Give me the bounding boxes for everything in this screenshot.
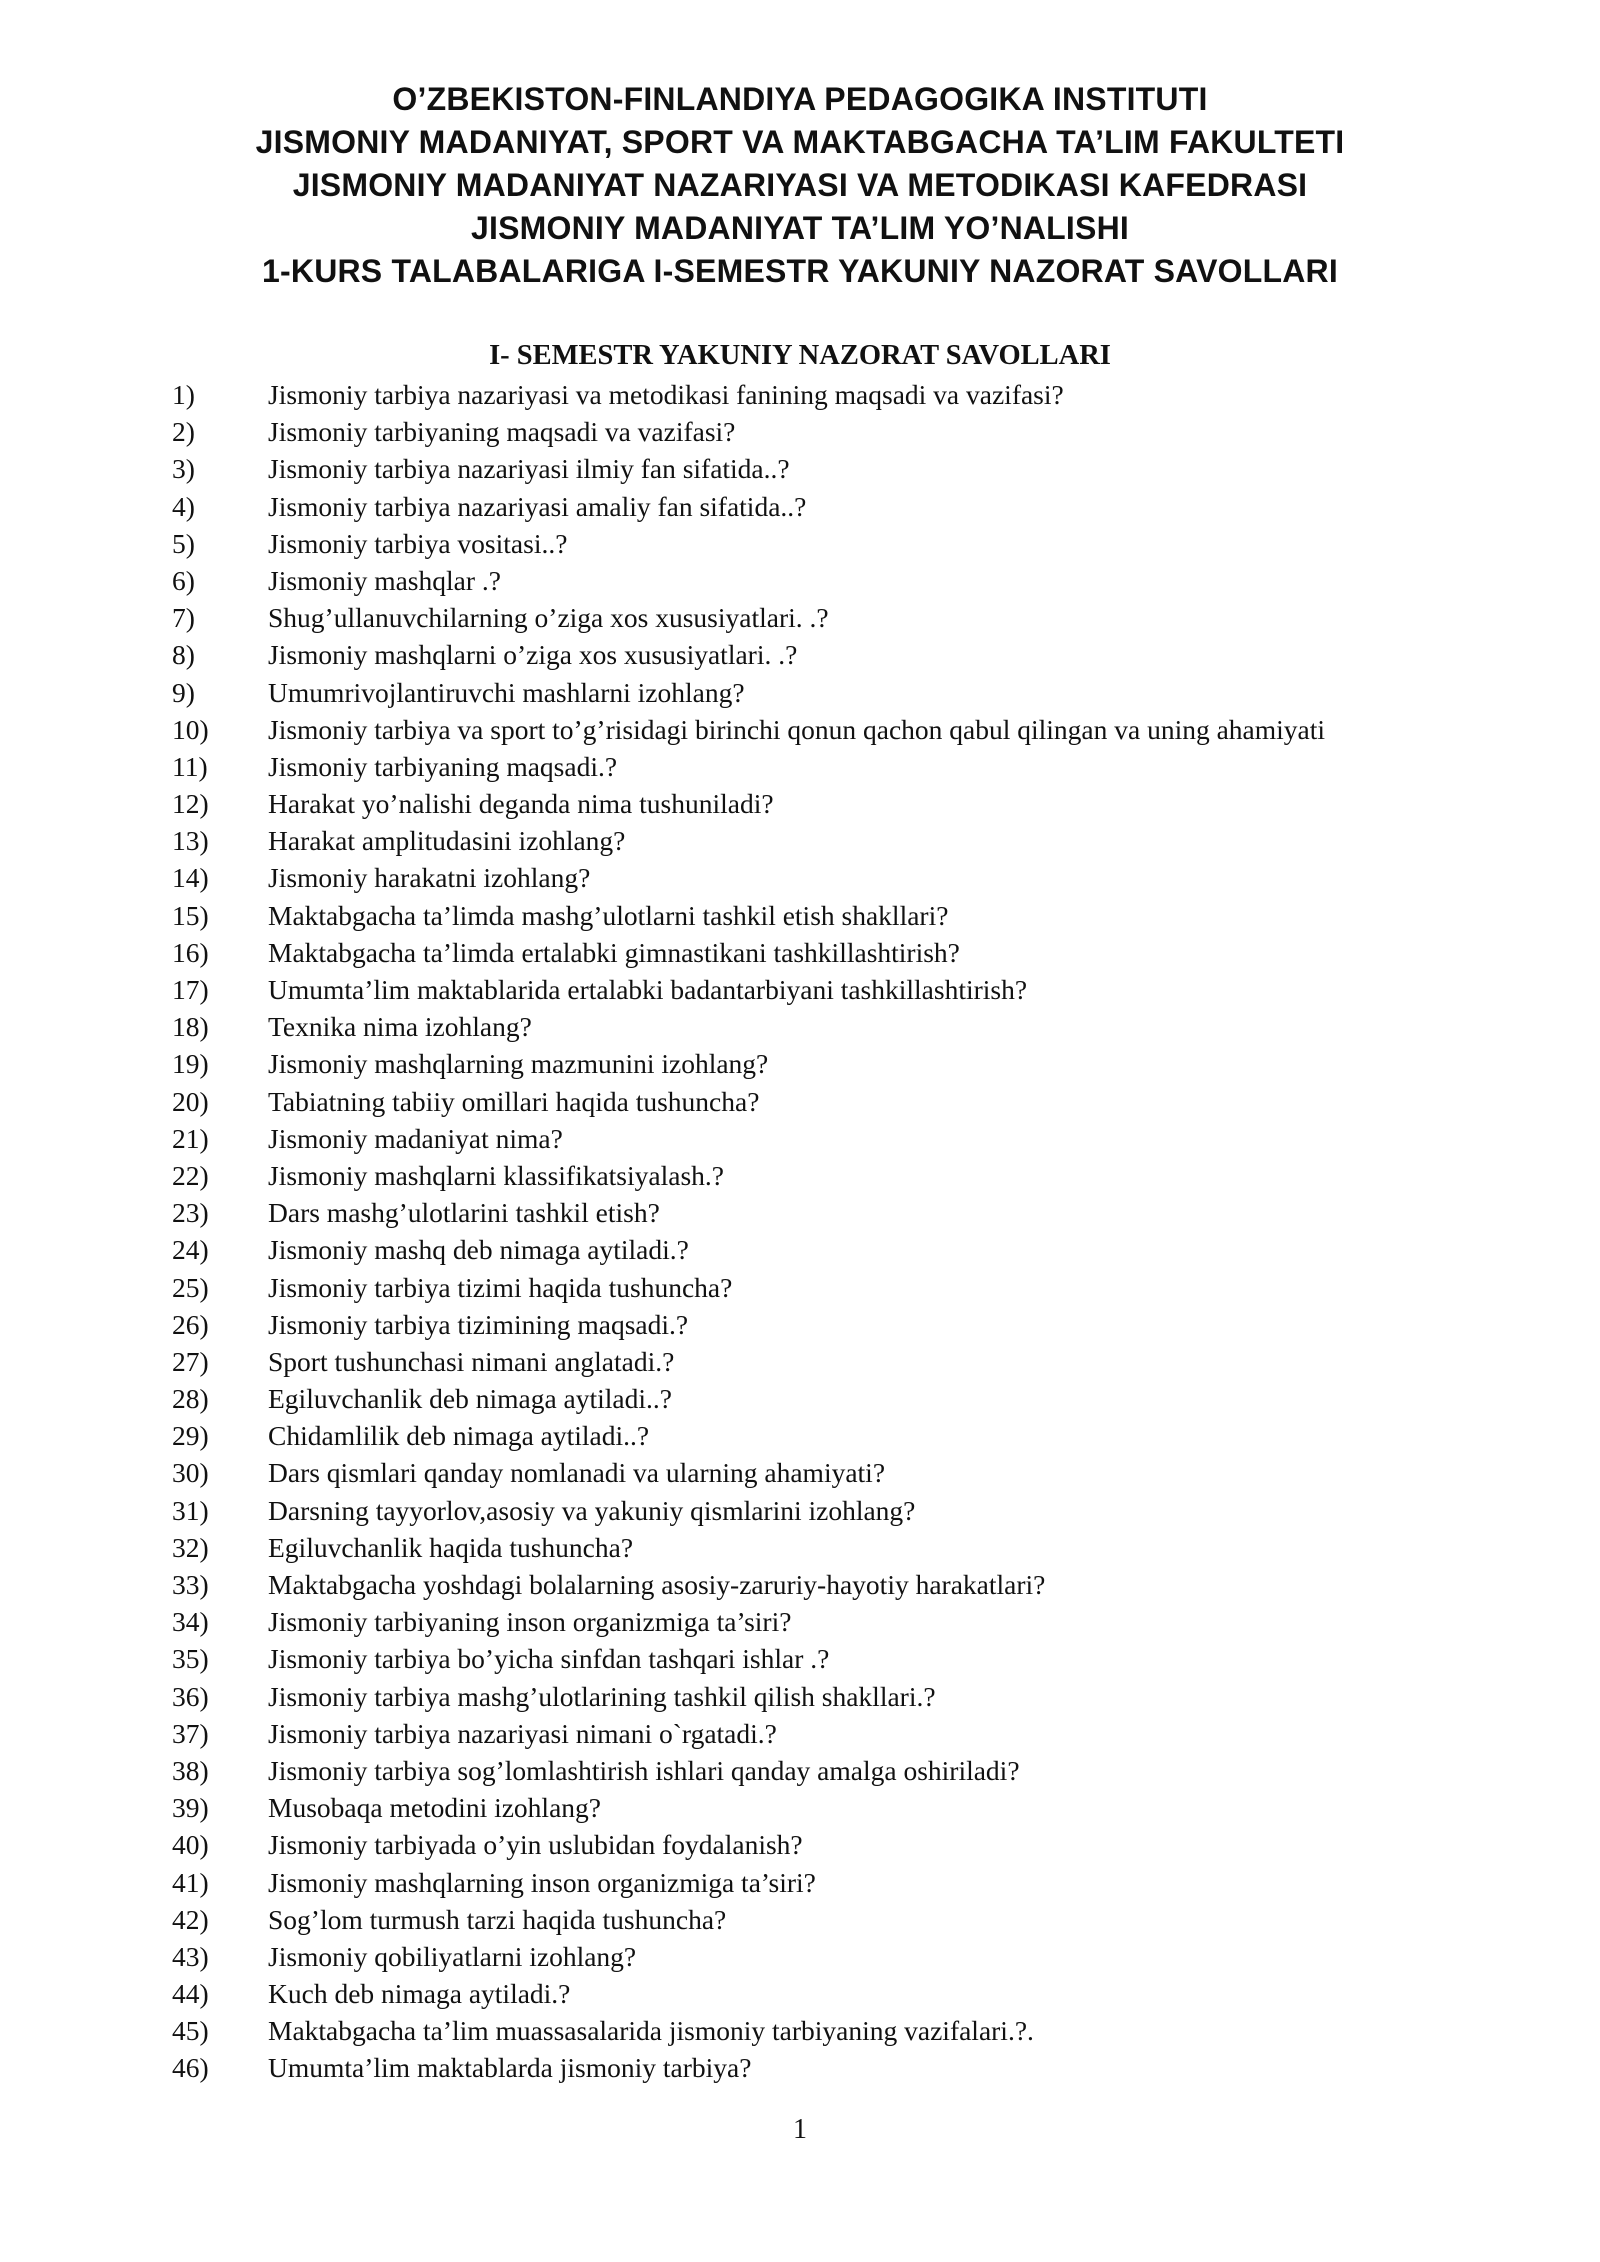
question-text: Harakat yo’nalishi deganda nima tushuniladi? xyxy=(268,788,774,820)
question-text: Jismoniy harakatni izohlang? xyxy=(268,862,591,894)
question-text: Umumrivojlantiruvchi mashlarni izohlang? xyxy=(268,676,745,708)
question-item xyxy=(172,897,1572,934)
question-item xyxy=(172,1454,1572,1491)
question-number: 24) xyxy=(172,1234,209,1266)
question-number: 14) xyxy=(172,862,209,894)
header-line-faculty: JISMONIY MADANIYAT, SPORT VA MAKTABGACHA TA’LIM FAKULTETI xyxy=(255,124,1345,160)
question-text: Dars qismlari qanday nomlanadi va ularning ahamiyati? xyxy=(268,1457,886,1489)
question-number: 22) xyxy=(172,1159,209,1191)
question-text: Jismoniy madaniyat nima? xyxy=(268,1122,563,1154)
question-item xyxy=(172,822,1572,859)
question-text: Jismoniy tarbiya tizimi haqida tushuncha? xyxy=(268,1271,733,1303)
header-line-institute: O’ZBEKISTON-FINLANDIYA PEDAGOGIKA INSTITUTI xyxy=(392,81,1208,117)
question-number: 19) xyxy=(172,1048,209,1080)
question-text: Sport tushunchasi nimani anglatadi.? xyxy=(268,1345,675,1377)
question-number: 30) xyxy=(172,1457,209,1489)
question-text: Jismoniy mashq deb nimaga aytiladi.? xyxy=(268,1234,689,1266)
question-text: Texnika nima izohlang? xyxy=(268,1011,532,1043)
question-number: 8) xyxy=(172,639,195,671)
question-item xyxy=(172,711,1572,748)
question-number: 45) xyxy=(172,2015,209,2047)
question-number: 3) xyxy=(172,453,195,485)
question-item xyxy=(172,1492,1572,1529)
question-text: Maktabgacha yoshdagi bolalarning asosiy-zaruriy-hayotiy harakatlari? xyxy=(268,1569,1046,1600)
question-item xyxy=(172,1417,1572,1454)
question-number: 39) xyxy=(172,1792,209,1824)
question-text: Jismoniy mashqlarning mazmunini izohlang? xyxy=(268,1048,769,1080)
question-number: 9) xyxy=(172,676,195,708)
question-item xyxy=(172,1826,1572,1863)
question-number: 28) xyxy=(172,1383,209,1415)
question-number: 10) xyxy=(172,713,209,745)
question-text: Egiluvchanlik haqida tushuncha? xyxy=(268,1531,634,1563)
question-text: Jismoniy tarbiya nazariyasi ilmiy fan sifatida..? xyxy=(268,453,790,485)
question-item xyxy=(172,1975,1572,2012)
question-text: Jismoniy tarbiya bo’yicha sinfdan tashqari ishlar .? xyxy=(268,1643,830,1675)
question-item xyxy=(172,1789,1572,1826)
question-item xyxy=(172,488,1572,525)
question-item xyxy=(172,1678,1572,1715)
question-item xyxy=(172,674,1572,711)
page-number: 1 xyxy=(793,2114,807,2145)
question-item xyxy=(172,785,1572,822)
question-number: 15) xyxy=(172,899,209,931)
question-text: Darsning tayyorlov,asosiy va yakuniy qismlarini izohlang? xyxy=(268,1494,916,1526)
question-text: Jismoniy tarbiya tizimining maqsadi.? xyxy=(268,1308,689,1340)
question-text: Shug’ullanuvchilarning o’ziga xos xususiyatlari. .? xyxy=(268,602,829,634)
question-number: 7) xyxy=(172,602,195,634)
question-item xyxy=(172,1864,1572,1901)
question-item xyxy=(172,376,1572,413)
question-number: 31) xyxy=(172,1494,209,1526)
header-line-department: JISMONIY MADANIYAT NAZARIYASI VA METODIKASI KAFEDRASI xyxy=(292,167,1308,203)
question-item xyxy=(172,599,1572,636)
question-number: 4) xyxy=(172,490,195,522)
question-item xyxy=(172,1566,1572,1603)
question-number: 33) xyxy=(172,1569,209,1600)
question-text: Maktabgacha ta’limda ertalabki gimnastikani tashkillashtirish? xyxy=(268,936,960,968)
question-number: 36) xyxy=(172,1680,209,1712)
question-number: 32) xyxy=(172,1531,209,1563)
question-number: 23) xyxy=(172,1197,209,1229)
question-text: Chidamlilik deb nimaga aytiladi..? xyxy=(268,1420,650,1452)
question-text: Umumta’lim maktablarida ertalabki badantarbiyani tashkillashtirish? xyxy=(268,974,1028,1005)
question-text: Jismoniy tarbiya nazariyasi va metodikasi fanining maqsadi va vazifasi? xyxy=(268,379,1064,410)
question-text: Jismoniy tarbiyaning maqsadi.? xyxy=(268,750,618,782)
question-item xyxy=(172,1306,1572,1343)
question-number: 25) xyxy=(172,1271,209,1303)
question-text: Jismoniy tarbiya va sport to’g’risidagi birinchi qonun qachon qabul qilingan va uning ahamiyati xyxy=(268,713,1326,745)
question-item xyxy=(172,1269,1572,1306)
header-line-course: 1-KURS TALABALARIGA I-SEMESTR YAKUNIY NAZORAT SAVOLLARI xyxy=(262,253,1338,289)
header-line-direction: JISMONIY MADANIYAT TA’LIM YO’NALISHI xyxy=(471,210,1129,246)
question-item xyxy=(172,1157,1572,1194)
question-item xyxy=(172,1901,1572,1938)
question-text: Sog’lom turmush tarzi haqida tushuncha? xyxy=(268,1903,727,1935)
document-header xyxy=(0,78,1600,293)
question-text: Jismoniy tarbiya vositasi..? xyxy=(268,527,568,559)
question-item xyxy=(172,1343,1572,1380)
question-item xyxy=(172,934,1572,971)
question-text: Jismoniy tarbiya nazariyasi nimani o`rgatadi.? xyxy=(268,1717,777,1749)
question-text: Jismoniy mashqlarning inson organizmiga ta’siri? xyxy=(268,1866,816,1898)
question-text: Kuch deb nimaga aytiladi.? xyxy=(268,1978,571,2010)
question-item xyxy=(172,1194,1572,1231)
question-number: 5) xyxy=(172,527,195,559)
question-number: 44) xyxy=(172,1978,209,2010)
question-text: Jismoniy tarbiyaning inson organizmiga ta’siri? xyxy=(268,1606,792,1638)
question-number: 26) xyxy=(172,1308,209,1340)
question-text: Jismoniy mashqlarni o’ziga xos xususiyatlari. .? xyxy=(268,639,798,671)
question-number: 6) xyxy=(172,564,195,596)
question-item xyxy=(172,1938,1572,1975)
question-item xyxy=(172,971,1572,1008)
question-item xyxy=(172,2049,1572,2086)
question-item xyxy=(172,1529,1572,1566)
question-item xyxy=(172,2012,1572,2049)
question-text: Egiluvchanlik deb nimaga aytiladi..? xyxy=(268,1383,672,1415)
question-item xyxy=(172,1640,1572,1677)
question-item xyxy=(172,1120,1572,1157)
question-number: 29) xyxy=(172,1420,209,1452)
question-number: 21) xyxy=(172,1122,209,1154)
question-text: Umumta’lim maktablarda jismoniy tarbiya? xyxy=(268,2052,752,2084)
question-item xyxy=(172,450,1572,487)
question-item xyxy=(172,1045,1572,1082)
question-text: Harakat amplitudasini izohlang? xyxy=(268,825,626,857)
question-number: 42) xyxy=(172,1903,209,1935)
question-text: Musobaqa metodini izohlang? xyxy=(268,1792,601,1824)
question-number: 2) xyxy=(172,416,195,448)
section-title: I- SEMESTR YAKUNIY NAZORAT SAVOLLARI xyxy=(489,340,1111,371)
question-text: Maktabgacha ta’lim muassasalarida jismoniy tarbiyaning vazifalari.?. xyxy=(268,2015,1034,2047)
question-list xyxy=(172,376,1572,2087)
question-text: Jismoniy mashqlar .? xyxy=(268,564,501,596)
question-number: 40) xyxy=(172,1829,209,1861)
question-item xyxy=(172,1083,1572,1120)
question-item xyxy=(172,1752,1572,1789)
question-item xyxy=(172,562,1572,599)
question-number: 11) xyxy=(172,750,208,782)
question-item xyxy=(172,1715,1572,1752)
question-item xyxy=(172,636,1572,673)
question-number: 46) xyxy=(172,2052,209,2084)
question-number: 35) xyxy=(172,1643,209,1675)
question-number: 18) xyxy=(172,1011,209,1043)
question-item xyxy=(172,413,1572,450)
question-text: Jismoniy tarbiya nazariyasi amaliy fan sifatida..? xyxy=(268,490,807,522)
question-item xyxy=(172,748,1572,785)
question-number: 13) xyxy=(172,825,209,857)
question-item xyxy=(172,1008,1572,1045)
question-text: Jismoniy tarbiya sog’lomlashtirish ishlari qanday amalga oshiriladi? xyxy=(268,1754,1020,1786)
question-text: Jismoniy qobiliyatlarni izohlang? xyxy=(268,1940,637,1972)
question-item xyxy=(172,1380,1572,1417)
question-number: 38) xyxy=(172,1754,209,1786)
question-item xyxy=(172,859,1572,896)
question-number: 41) xyxy=(172,1866,209,1898)
question-text: Dars mashg’ulotlarini tashkil etish? xyxy=(268,1197,660,1229)
question-number: 27) xyxy=(172,1345,209,1377)
question-number: 1) xyxy=(172,379,195,410)
question-item xyxy=(172,1231,1572,1268)
question-text: Jismoniy tarbiyaning maqsadi va vazifasi? xyxy=(268,416,736,448)
question-text: Maktabgacha ta’limda mashg’ulotlarni tashkil etish shakllari? xyxy=(268,899,949,931)
question-text: Jismoniy mashqlarni klassifikatsiyalash.? xyxy=(268,1159,724,1191)
question-number: 20) xyxy=(172,1085,209,1117)
question-number: 17) xyxy=(172,974,209,1005)
question-item xyxy=(172,1603,1572,1640)
question-text: Jismoniy tarbiyada o’yin uslubidan foydalanish? xyxy=(268,1829,803,1861)
question-number: 16) xyxy=(172,936,209,968)
question-number: 37) xyxy=(172,1717,209,1749)
question-number: 34) xyxy=(172,1606,209,1638)
question-text: Jismoniy tarbiya mashg’ulotlarining tashkil qilish shakllari.? xyxy=(268,1680,936,1712)
question-number: 43) xyxy=(172,1940,209,1972)
question-text: Tabiatning tabiiy omillari haqida tushuncha? xyxy=(268,1085,760,1117)
question-item xyxy=(172,525,1572,562)
question-number: 12) xyxy=(172,788,209,820)
